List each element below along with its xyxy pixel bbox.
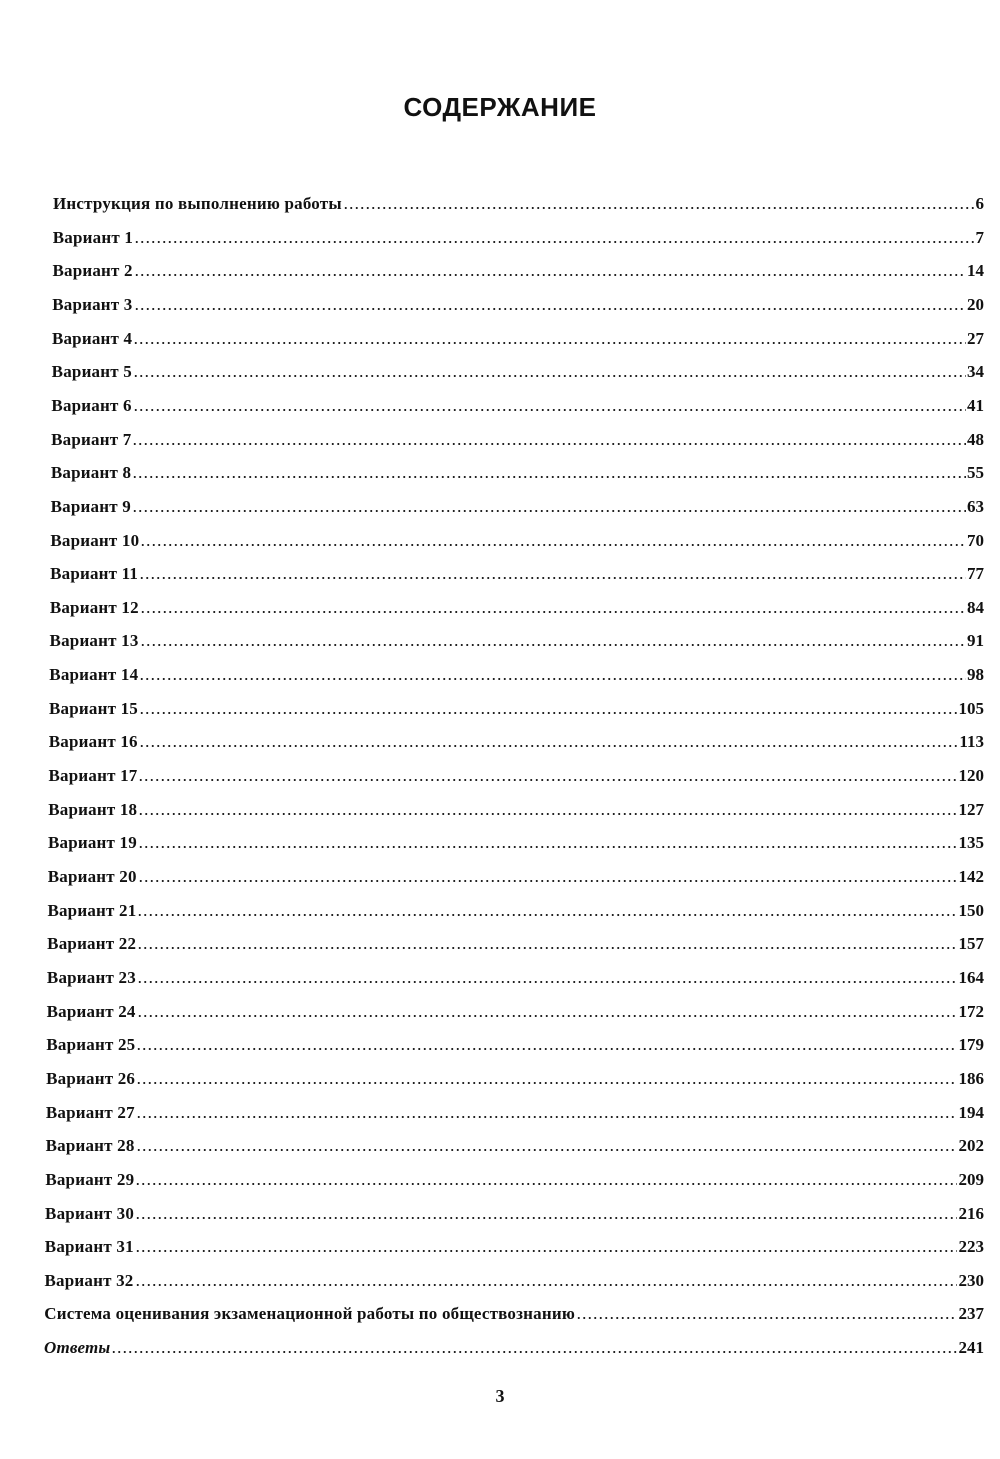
dot-leader [137,981,958,983]
toc-entry-page: 34 [966,362,984,382]
toc-entry-page: 186 [958,1068,984,1088]
dot-leader [139,745,959,747]
toc-entry-label: Вариант 15 [49,698,138,718]
toc-entry-page: 164 [958,967,984,987]
toc-entry-label: Ответы [44,1338,111,1358]
toc-entry[interactable] [46,1059,984,1089]
dot-leader [135,1183,957,1185]
toc-entry-page: 113 [959,732,984,752]
toc-entry-page: 135 [958,833,984,853]
dot-leader [135,1217,957,1219]
dot-leader [135,1284,958,1286]
toc-entry[interactable] [52,251,984,281]
toc-entry-label: Вариант 20 [47,867,137,886]
toc-entry[interactable] [49,756,985,786]
toc-entry-label: Вариант 30 [45,1203,135,1223]
toc-entry-label: Вариант 8 [50,463,132,483]
toc-entry-label: Вариант 31 [44,1237,134,1257]
dot-leader [138,779,957,781]
toc-entry[interactable] [45,1227,984,1257]
toc-entry[interactable] [47,992,984,1022]
dot-leader [576,1317,957,1319]
toc-entry-page: 127 [958,799,984,819]
dot-leader [137,914,957,916]
dot-leader [140,644,966,646]
toc-entry-page: 230 [958,1270,984,1290]
toc-entry[interactable] [52,285,984,315]
toc-entry-label: Вариант 21 [47,900,137,920]
toc-entry-label: Вариант 12 [49,597,139,617]
toc-entry[interactable] [52,319,984,349]
toc-entry-page: 6 [975,194,984,213]
toc-entry[interactable] [51,453,984,483]
toc-entry-label: Вариант 1 [52,227,134,247]
toc-entry[interactable] [47,924,984,954]
dot-leader [133,375,966,377]
toc-entry-page: 237 [958,1304,984,1324]
toc-entry[interactable] [51,420,984,450]
dot-leader [135,1250,958,1252]
dot-leader [140,611,966,613]
toc-entry-label: Вариант 27 [45,1102,135,1122]
toc-entry[interactable] [51,386,984,416]
toc-entry-page: 157 [958,934,984,954]
toc-entry[interactable] [49,722,984,752]
toc-entry-page: 63 [966,496,984,516]
toc-entry[interactable] [50,588,984,618]
page-number: 3 [495,1386,505,1406]
dot-leader [133,342,966,344]
toc-entry-label: Вариант 10 [50,530,140,550]
dot-leader [132,443,966,445]
toc-entry-page: 48 [966,429,984,449]
toc-entry[interactable] [45,1160,984,1190]
toc-entry[interactable] [44,1294,984,1324]
toc-entry-page: 14 [966,261,984,281]
toc-entry-label: Система оценивания экзаменационной работы по обществознанию [44,1304,576,1324]
dot-leader [136,1116,958,1118]
toc-entry-label: Вариант 29 [45,1169,135,1189]
toc-entry[interactable] [45,1194,984,1224]
toc-entry[interactable] [53,184,984,214]
toc-entry-page: 91 [966,631,984,651]
toc-entry-page: 84 [966,597,984,617]
dot-leader [136,1082,957,1084]
toc-entry[interactable] [44,1328,984,1358]
toc-entry[interactable] [51,487,984,517]
toc-entry-label: Вариант 19 [47,833,137,853]
toc-entry-label: Вариант 26 [46,1068,136,1088]
toc-entry-page: 55 [966,463,984,483]
toc-entry-page: 120 [958,766,984,786]
page-title: СОДЕРЖАНИЕ [403,92,597,122]
toc-entry-page: 41 [966,395,984,415]
toc-entry-label: Вариант 24 [46,1001,136,1021]
dot-leader [140,544,966,546]
dot-leader [138,846,958,848]
dot-leader [137,947,957,949]
dot-leader [132,510,966,512]
dot-leader [134,274,966,276]
toc-entry[interactable] [47,891,984,921]
toc-entry-label: Вариант 16 [48,732,138,752]
toc-entry-label: Вариант 5 [51,362,132,382]
toc-entry-label: Вариант 13 [49,631,139,651]
toc-entry-page: 202 [958,1136,984,1156]
dot-leader [137,1015,958,1017]
toc-entry-page: 223 [958,1237,984,1257]
toc-entry[interactable] [46,1093,984,1123]
toc-entry[interactable] [52,352,984,382]
dot-leader [134,308,966,310]
toc-entry-page: 216 [958,1203,984,1223]
toc-entry-label: Вариант 17 [48,766,138,786]
toc-entry-page: 209 [958,1169,984,1189]
dot-leader [139,678,966,680]
toc-entry-page: 27 [966,328,984,348]
toc-entry-page: 172 [958,1001,984,1021]
toc-entry-page: 98 [966,665,984,685]
dot-leader [343,207,975,209]
dot-leader [133,409,966,411]
toc-entry-page: 179 [958,1035,984,1055]
toc-entry-page: 142 [958,867,984,886]
toc-entry-page: 7 [975,227,984,247]
toc-entry[interactable] [53,218,984,248]
toc-entry-page: 77 [966,564,984,584]
dot-leader [111,1351,957,1353]
toc-entry[interactable] [48,823,984,853]
toc-entry-label: Вариант 28 [45,1136,135,1156]
toc-entry-page: 241 [958,1338,984,1358]
toc-entry[interactable] [45,1261,984,1291]
dot-leader [139,577,966,579]
toc-entry-label: Вариант 14 [49,665,139,685]
dot-leader [138,813,957,815]
toc-entry-label: Вариант 22 [47,934,137,954]
toc-entry[interactable] [46,1025,984,1055]
table-of-contents [0,184,1000,1364]
toc-entry-label: Вариант 2 [52,261,133,281]
toc-entry-label: Инструкция по выполнению работы [53,194,342,213]
toc-entry[interactable] [50,554,984,584]
toc-entry-label: Вариант 3 [52,294,133,314]
toc-entry[interactable] [49,655,984,685]
toc-entry[interactable] [50,521,984,551]
toc-entry-label: Вариант 25 [46,1035,136,1055]
dot-leader [134,241,974,243]
toc-entry[interactable] [48,857,984,887]
toc-entry[interactable] [46,1126,984,1156]
toc-entry-label: Вариант 11 [50,564,139,584]
toc-entry[interactable] [49,689,984,719]
toc-entry[interactable] [50,621,984,651]
toc-entry-page: 105 [958,698,984,718]
toc-entry-label: Вариант 18 [48,799,138,819]
dot-leader [139,712,957,714]
toc-entry-page: 70 [966,530,984,550]
dot-leader [132,476,966,478]
dot-leader [138,880,958,882]
toc-entry-page: 150 [958,900,984,920]
toc-entry-label: Вариант 7 [51,429,132,449]
dot-leader [136,1149,958,1151]
toc-entry-label: Вариант 4 [51,328,133,348]
toc-entry-page: 194 [958,1102,984,1122]
toc-entry[interactable] [47,958,984,988]
dot-leader [136,1048,957,1050]
toc-entry-label: Вариант 32 [44,1270,134,1290]
toc-entry-label: Вариант 23 [46,967,136,987]
toc-entry-page: 20 [966,294,984,314]
toc-entry[interactable] [48,790,984,820]
toc-entry-label: Вариант 9 [50,496,131,516]
toc-entry-label: Вариант 6 [51,395,132,415]
